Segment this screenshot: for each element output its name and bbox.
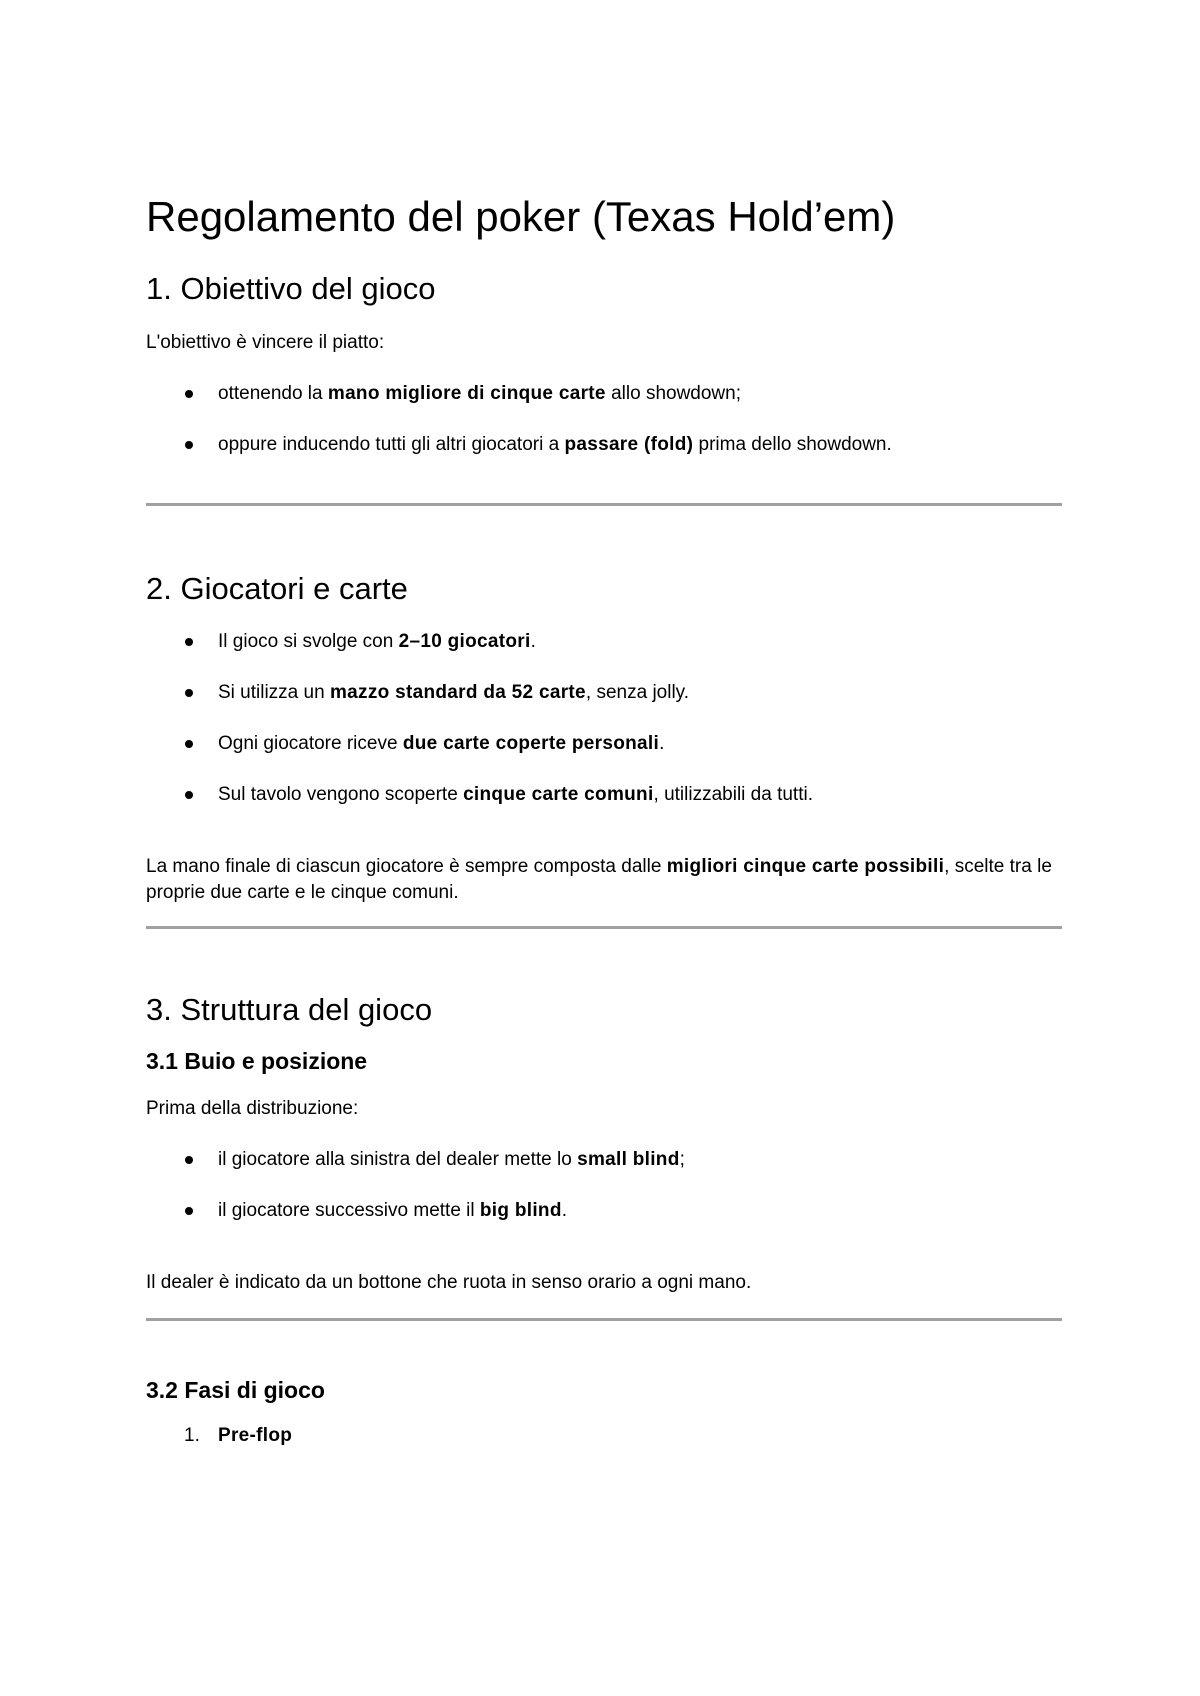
section-heading: 3. Struttura del gioco — [146, 991, 433, 1027]
numbered-list — [146, 1423, 1062, 1449]
section-heading: 1. Obiettivo del gioco — [146, 271, 436, 307]
list-item: Il gioco si svolge con 2–10 giocatori. — [146, 629, 1062, 655]
subsection-heading: 3.1 Buio e posizione — [146, 1047, 368, 1074]
list-item: 1. Pre-flop — [184, 1425, 293, 1447]
section-divider — [146, 503, 1062, 506]
list-item: oppure inducendo tutti gli altri giocatori a passare (fold) prima dello showdown. — [146, 432, 1062, 458]
section-objective — [146, 270, 1062, 457]
list-item: il giocatore alla sinistra del dealer mette lo small blind; — [146, 1147, 1062, 1173]
list-item: il giocatore successivo mette il big blind. — [146, 1198, 1062, 1224]
list-item: ottenendo la mano migliore di cinque carte allo showdown; — [146, 381, 1062, 407]
subsection-closing: Il dealer è indicato da un bottone che ruota in senso orario a ogni mano. — [146, 1271, 752, 1293]
bullet-list — [146, 381, 1062, 458]
bullet-list — [146, 1147, 1062, 1224]
section-heading: 2. Giocatori e carte — [146, 570, 408, 606]
list-item: Si utilizza un mazzo standard da 52 carte, senza jolly. — [146, 680, 1062, 706]
bullet-list — [146, 629, 1062, 808]
page-title: Regolamento del poker (Texas Hold’em) — [146, 193, 896, 240]
section-structure — [146, 991, 1062, 1449]
subsection-heading: 3.2 Fasi di gioco — [146, 1376, 325, 1403]
list-item: Ogni giocatore riceve due carte coperte personali. — [146, 731, 1062, 757]
subsection-intro: Prima della distribuzione: — [146, 1097, 359, 1119]
section-divider — [146, 1318, 1062, 1321]
section-intro: L'obiettivo è vincere il piatto: — [146, 331, 385, 353]
section-divider — [146, 926, 1062, 929]
list-item: Sul tavolo vengono scoperte cinque carte comuni, utilizzabili da tutti. — [146, 782, 1062, 808]
section-players-cards — [146, 570, 1062, 906]
section-closing: La mano finale di ciascun giocatore è sempre composta dalle migliori cinque carte possibili, scelte tra le proprie due carte e le cinque comuni. — [146, 855, 1052, 903]
